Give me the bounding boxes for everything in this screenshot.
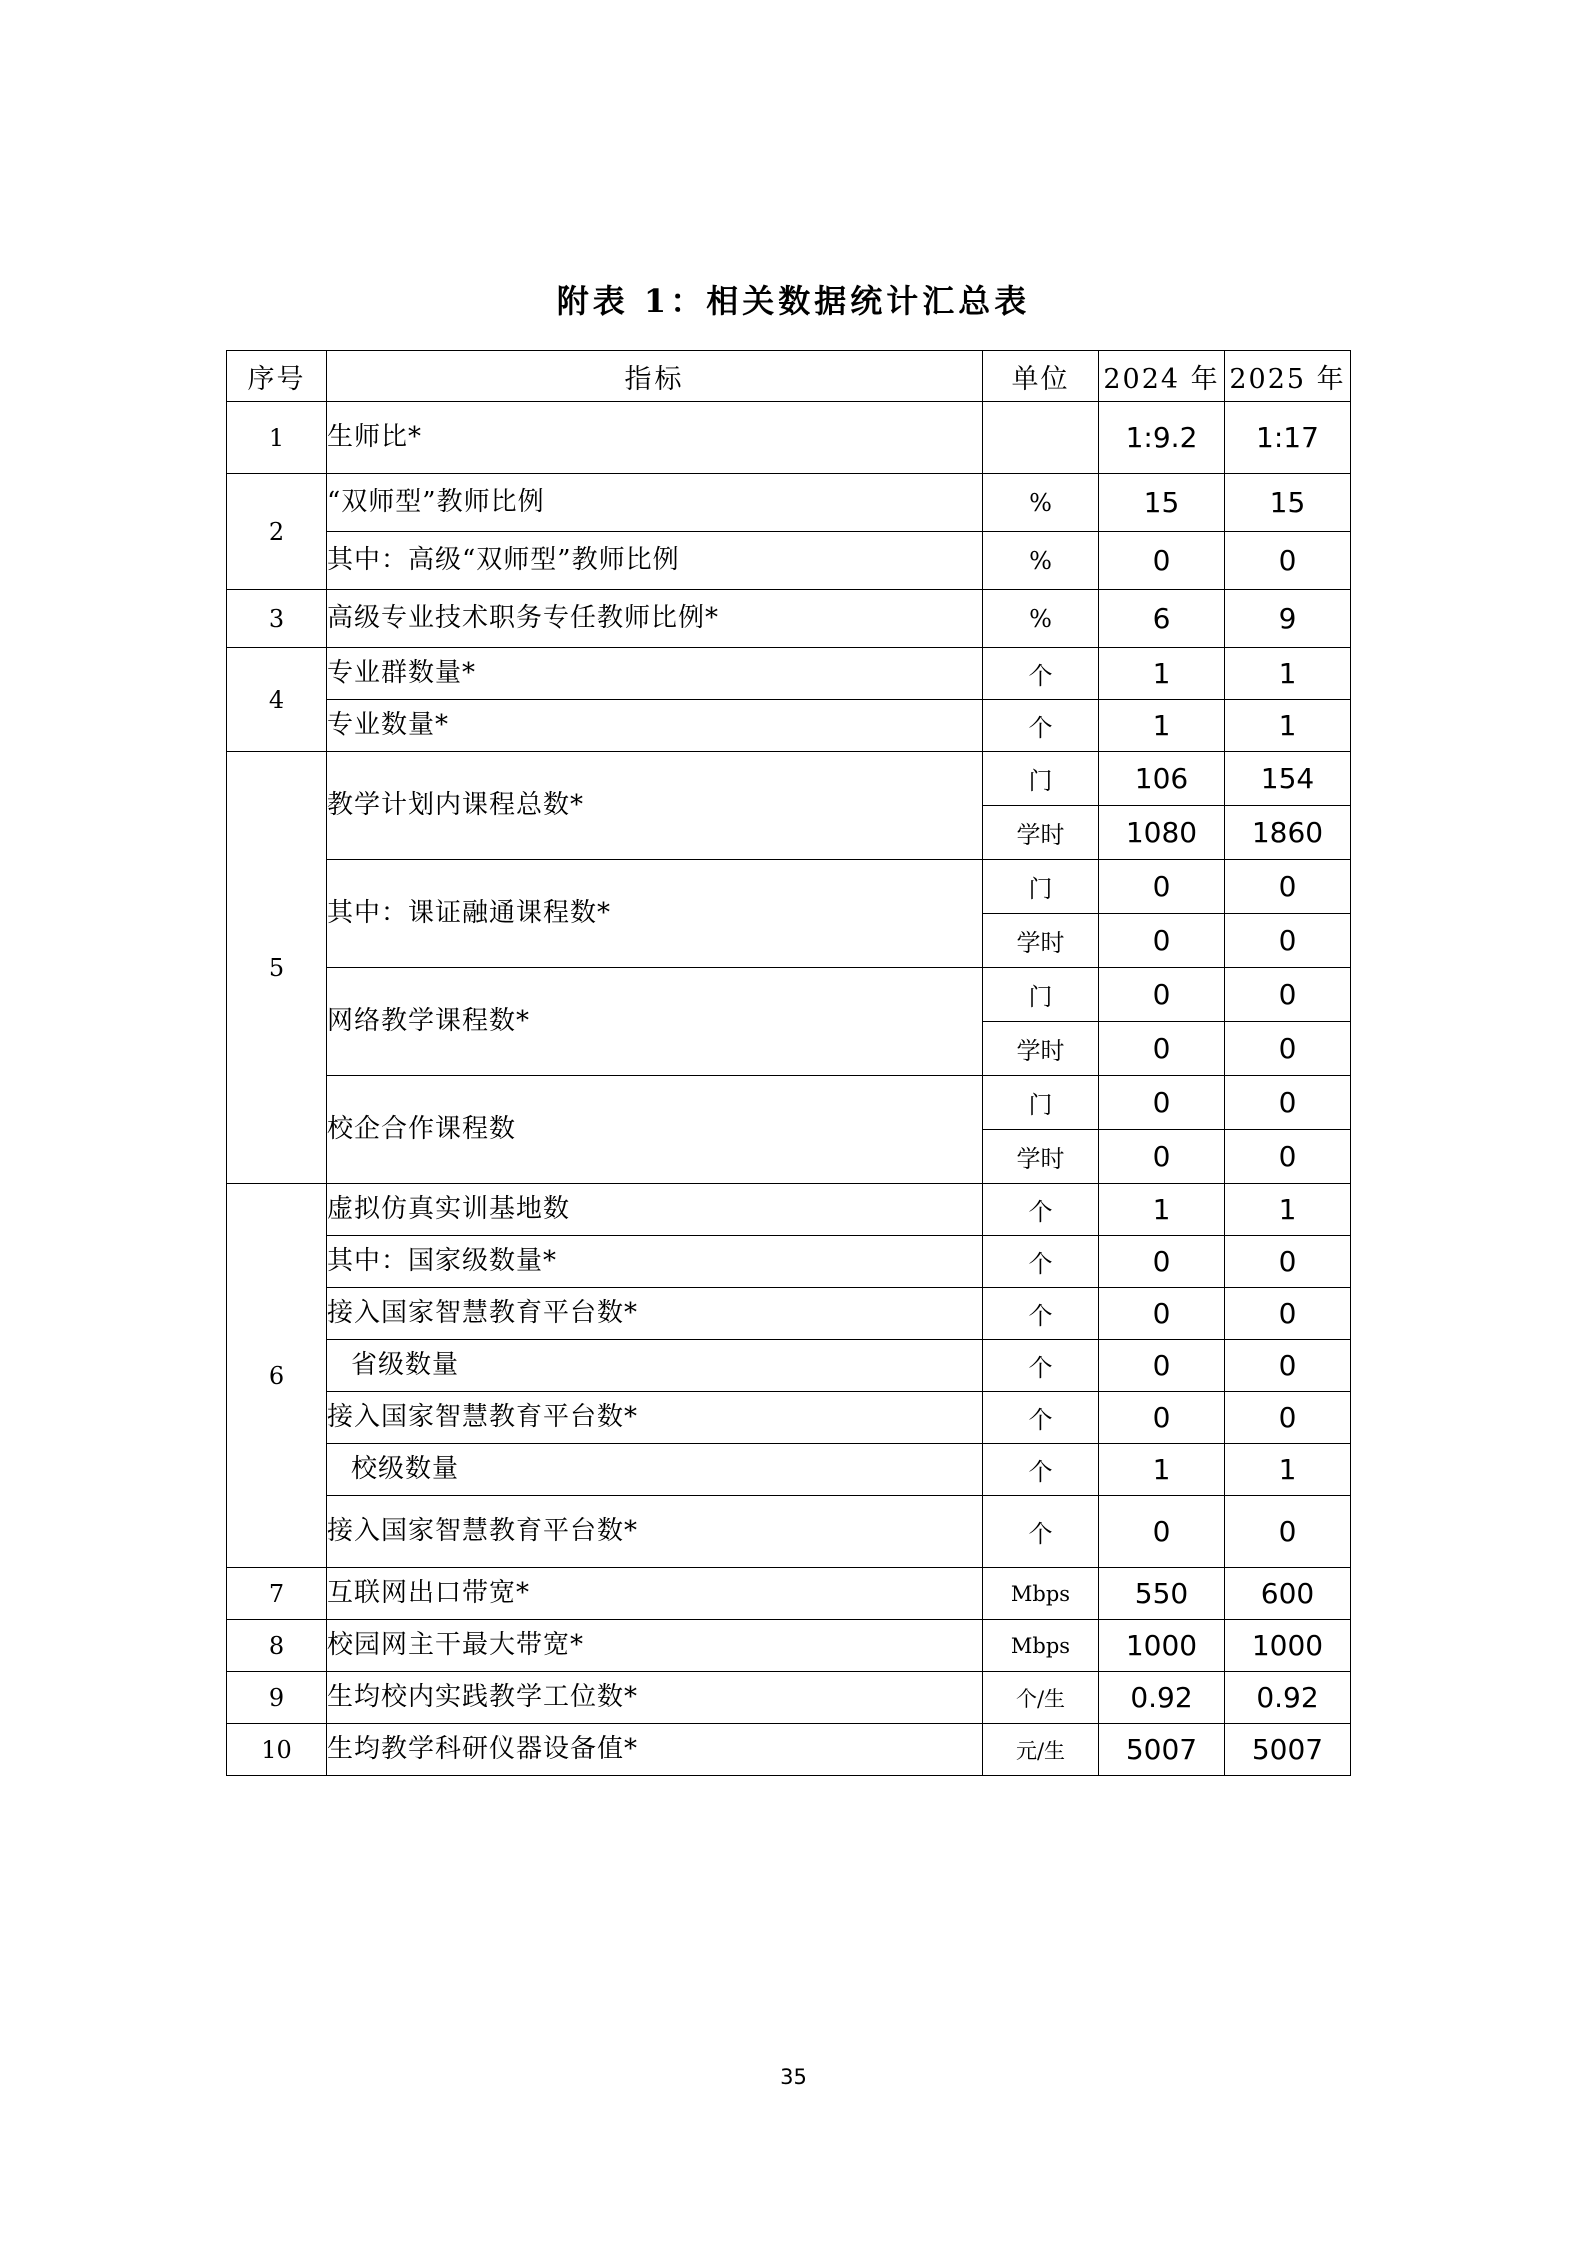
row-value-2024: 0 (1099, 1022, 1225, 1076)
table-row (227, 590, 1351, 648)
row-unit: Mbps (983, 1620, 1099, 1672)
row-indicator: 接入国家智慧教育平台数* (327, 1496, 983, 1568)
row-value-2024: 0 (1099, 1130, 1225, 1184)
table-row (227, 1568, 1351, 1620)
row-unit: 个 (983, 1392, 1099, 1444)
row-value-2025: 1 (1225, 1184, 1351, 1236)
row-seq: 9 (227, 1672, 327, 1724)
row-seq: 7 (227, 1568, 327, 1620)
row-unit: 个 (983, 1340, 1099, 1392)
row-value-2024: 1 (1099, 700, 1225, 752)
row-value-2024: 1 (1099, 1184, 1225, 1236)
row-value-2024: 6 (1099, 590, 1225, 648)
table-row (227, 1340, 1351, 1392)
row-indicator: 虚拟仿真实训基地数 (327, 1184, 983, 1236)
table-row (227, 1288, 1351, 1340)
row-value-2025: 0 (1225, 1496, 1351, 1568)
row-value-2024: 106 (1099, 752, 1225, 806)
row-value-2024: 1000 (1099, 1620, 1225, 1672)
row-value-2025: 1000 (1225, 1620, 1351, 1672)
row-value-2024: 1 (1099, 1444, 1225, 1496)
table-row (227, 532, 1351, 590)
row-value-2024: 15 (1099, 474, 1225, 532)
row-unit: Mbps (983, 1568, 1099, 1620)
row-indicator: 生师比* (327, 402, 983, 474)
table-header-row (227, 351, 1351, 402)
row-value-2025: 154 (1225, 752, 1351, 806)
row-value-2024: 0.92 (1099, 1672, 1225, 1724)
row-unit: % (983, 532, 1099, 590)
row-unit: 学时 (983, 1130, 1099, 1184)
row-seq: 4 (227, 648, 327, 752)
table-row (227, 1076, 1351, 1130)
row-value-2025: 1 (1225, 1444, 1351, 1496)
row-value-2024: 0 (1099, 1340, 1225, 1392)
row-indicator: 其中：高级“双师型”教师比例 (327, 532, 983, 590)
table-row (227, 1672, 1351, 1724)
row-value-2025: 0 (1225, 1392, 1351, 1444)
column-header-year-2024: 2024 年 (1099, 351, 1225, 402)
row-value-2025: 0 (1225, 914, 1351, 968)
row-seq: 8 (227, 1620, 327, 1672)
column-header-seq: 序号 (227, 351, 327, 402)
row-value-2025: 9 (1225, 590, 1351, 648)
page-number: 35 (780, 2065, 807, 2089)
row-value-2025: 0.92 (1225, 1672, 1351, 1724)
table-row (227, 1620, 1351, 1672)
row-value-2025: 1 (1225, 700, 1351, 752)
row-seq: 2 (227, 474, 327, 590)
row-unit: 学时 (983, 806, 1099, 860)
row-indicator: 接入国家智慧教育平台数* (327, 1288, 983, 1340)
row-unit: % (983, 590, 1099, 648)
row-indicator: 互联网出口带宽* (327, 1568, 983, 1620)
row-unit: 个 (983, 1184, 1099, 1236)
row-unit: 个 (983, 1288, 1099, 1340)
table-row (227, 752, 1351, 806)
row-unit: 个/生 (983, 1672, 1099, 1724)
row-unit: 个 (983, 1444, 1099, 1496)
row-value-2025: 0 (1225, 1130, 1351, 1184)
row-unit (983, 402, 1099, 474)
row-value-2024: 0 (1099, 532, 1225, 590)
row-indicator: 专业数量* (327, 700, 983, 752)
table-row (227, 1184, 1351, 1236)
row-unit: 门 (983, 860, 1099, 914)
row-value-2025: 1 (1225, 648, 1351, 700)
column-header-year-2025: 2025 年 (1225, 351, 1351, 402)
row-indicator: 专业群数量* (327, 648, 983, 700)
row-value-2024: 0 (1099, 1496, 1225, 1568)
row-seq: 6 (227, 1184, 327, 1568)
row-indicator: 生均校内实践教学工位数* (327, 1672, 983, 1724)
row-indicator: 生均教学科研仪器设备值* (327, 1724, 983, 1776)
table-row (227, 474, 1351, 532)
row-value-2025: 0 (1225, 1340, 1351, 1392)
row-value-2024: 1080 (1099, 806, 1225, 860)
row-indicator: 校企合作课程数 (327, 1076, 983, 1184)
row-value-2024: 1:9.2 (1099, 402, 1225, 474)
table-row (227, 402, 1351, 474)
row-value-2025: 600 (1225, 1568, 1351, 1620)
table-row (227, 1724, 1351, 1776)
row-unit: 个 (983, 1236, 1099, 1288)
row-unit: 个 (983, 648, 1099, 700)
row-value-2024: 0 (1099, 968, 1225, 1022)
row-indicator: 教学计划内课程总数* (327, 752, 983, 860)
row-indicator: 校级数量 (327, 1444, 983, 1496)
row-value-2024: 5007 (1099, 1724, 1225, 1776)
row-value-2025: 5007 (1225, 1724, 1351, 1776)
row-value-2024: 0 (1099, 914, 1225, 968)
statistics-summary-table (226, 350, 1351, 1776)
row-indicator: 接入国家智慧教育平台数* (327, 1392, 983, 1444)
table-row (227, 860, 1351, 914)
row-indicator: “双师型”教师比例 (327, 474, 983, 532)
table-row (227, 648, 1351, 700)
column-header-unit: 单位 (983, 351, 1099, 402)
table-row (227, 968, 1351, 1022)
table-row (227, 700, 1351, 752)
row-value-2024: 0 (1099, 1236, 1225, 1288)
row-seq: 3 (227, 590, 327, 648)
row-indicator: 其中：国家级数量* (327, 1236, 983, 1288)
row-indicator: 校园网主干最大带宽* (327, 1620, 983, 1672)
row-indicator: 网络教学课程数* (327, 968, 983, 1076)
row-unit: % (983, 474, 1099, 532)
row-value-2025: 1860 (1225, 806, 1351, 860)
table-row (227, 1444, 1351, 1496)
table-row (227, 1236, 1351, 1288)
row-indicator: 高级专业技术职务专任教师比例* (327, 590, 983, 648)
row-unit: 个 (983, 1496, 1099, 1568)
row-value-2025: 0 (1225, 1022, 1351, 1076)
row-seq: 10 (227, 1724, 327, 1776)
row-value-2025: 0 (1225, 1236, 1351, 1288)
row-unit: 学时 (983, 1022, 1099, 1076)
row-value-2025: 0 (1225, 968, 1351, 1022)
row-unit: 门 (983, 752, 1099, 806)
row-value-2025: 0 (1225, 532, 1351, 590)
column-header-indicator: 指标 (327, 351, 983, 402)
table-row (227, 1392, 1351, 1444)
row-unit: 个 (983, 700, 1099, 752)
table-row (227, 1496, 1351, 1568)
row-value-2024: 0 (1099, 1392, 1225, 1444)
row-value-2024: 0 (1099, 1288, 1225, 1340)
row-value-2025: 0 (1225, 860, 1351, 914)
row-value-2025: 15 (1225, 474, 1351, 532)
row-value-2024: 0 (1099, 860, 1225, 914)
page-title: 附表 1：相关数据统计汇总表 (556, 282, 1031, 320)
row-unit: 门 (983, 968, 1099, 1022)
row-indicator: 其中：课证融通课程数* (327, 860, 983, 968)
row-seq: 1 (227, 402, 327, 474)
row-value-2024: 1 (1099, 648, 1225, 700)
row-value-2025: 1:17 (1225, 402, 1351, 474)
row-seq: 5 (227, 752, 327, 1184)
row-unit: 元/生 (983, 1724, 1099, 1776)
row-indicator: 省级数量 (327, 1340, 983, 1392)
row-value-2024: 550 (1099, 1568, 1225, 1620)
row-unit: 学时 (983, 914, 1099, 968)
row-value-2025: 0 (1225, 1076, 1351, 1130)
row-value-2024: 0 (1099, 1076, 1225, 1130)
row-value-2025: 0 (1225, 1288, 1351, 1340)
row-unit: 门 (983, 1076, 1099, 1130)
